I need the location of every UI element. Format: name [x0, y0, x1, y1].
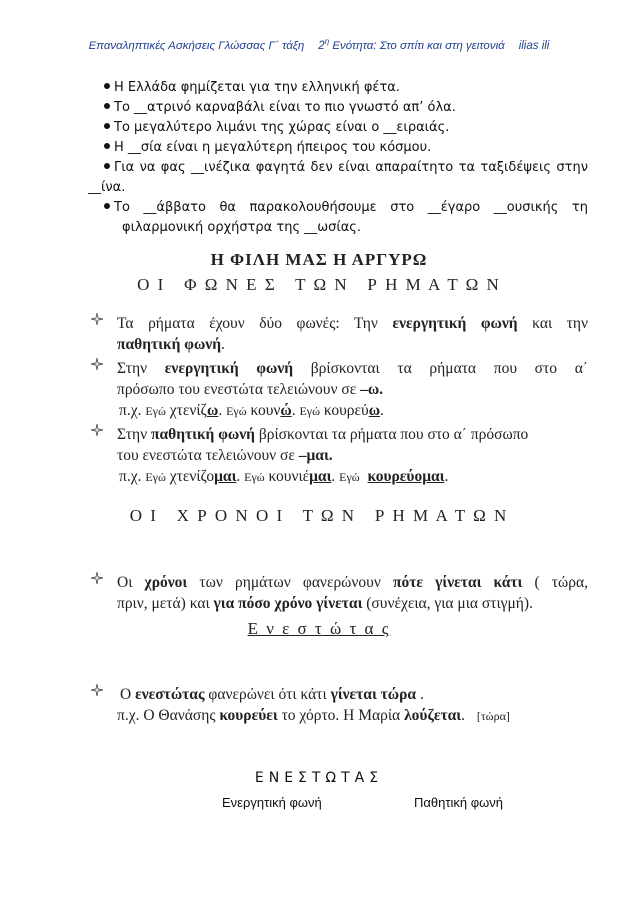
sparkle-bullet-icon	[91, 358, 103, 370]
active-voice-column-label: Ενεργητική φωνή	[222, 795, 322, 810]
voices-paragraph: Τα ρήματα έχουν δύο φωνές: Την ενεργητική φωνή και την παθητική φωνή.	[117, 313, 588, 355]
sparkle-bullet-icon	[91, 424, 103, 436]
exercise-item: Για να φας __ινέζικα φαγητά δεν είναι απαραίτητο τα ταξιδέψεις στην	[104, 160, 588, 176]
passive-voice-column-label: Παθητική φωνή	[414, 795, 504, 810]
header-unit: $2^\eta$ Ενότητα: Στο σπίτι και στη γειτονιά	[318, 37, 505, 52]
exercise-item-continuation: __ίνα.	[88, 180, 126, 195]
exercise-item-continuation: φιλαρμονική ορχήστρα της __ωσίας.	[122, 220, 362, 235]
sparkle-bullet-icon	[91, 313, 103, 325]
tenses-paragraph: Οι χρόνοι των ρημάτων φανερώνουν πότε γίνεται κάτι ( τώρα, πριν, μετά) και για πόσο χρόνο γίνεται (συνέχεια, για μια στιγμή).	[117, 572, 588, 614]
table-heading: ΕΝΕΣΤΩΤΑΣ	[254, 770, 384, 786]
exercise-item: Το __άββατο θα παρακολουθήσουμε στο __έγαρο __ουσικής τη	[104, 200, 588, 216]
header-title: Επαναληπτικές Ασκήσεις Γλώσσας Γ΄ τάξη	[88, 39, 305, 52]
exercise-item: Η Ελλάδα φημίζεται για την ελληνική φέτα.	[104, 80, 400, 96]
present-paragraph: Ο ενεστώτας φανερώνει ότι κάτι γίνεται τώρα . π.χ. Ο Θανάσης κουρεύει το χόρτο. Η Μαρία λούζεται. [τώρα]	[117, 684, 588, 727]
header-author: ilias ili	[518, 39, 550, 52]
exercise-item: Η __σία είναι η μεγαλύτερη ήπειρος του κόσμου.	[104, 140, 431, 156]
section-title: Η ΦΙΛΗ ΜΑΣ Η ΑΡΓΥΡΩ	[210, 250, 428, 269]
tenses-heading: Ο Ι Χ Ρ Ο Ν Ο Ι Τ Ω Ν Ρ Η Μ Α Τ Ω Ν	[129, 506, 509, 525]
active-voice-paragraph: Στην ενεργητική φωνή βρίσκονται τα ρήματα που στο α΄ πρόσωπο του ενεστώτα τελειώνουν σε –ω. π.χ. Εγώ χτενίζω. Εγώ κουνώ. Εγώ κουρεύω.	[117, 358, 588, 422]
passive-voice-paragraph: Στην παθητική φωνή βρίσκονται τα ρήματα που στο α΄ πρόσωπο του ενεστώτα τελειώνουν σε –μαι. π.χ. Εγώ χτενίζομαι. Εγώ κουνιέμαι. Εγώ κουρεύομαι.	[117, 424, 588, 488]
present-subheading: Ε ν ε σ τ ώ τ α ς	[247, 619, 391, 638]
sparkle-bullet-icon	[91, 572, 103, 584]
page-header	[0, 37, 638, 52]
section-subtitle: Ο Ι Φ Ω Ν Ε Σ Τ Ω Ν Ρ Η Μ Α Τ Ω Ν	[137, 275, 501, 294]
exercise-item: Το __ατρινό καρναβάλι είναι το πιο γνωστό απ’ όλα.	[104, 100, 456, 116]
sparkle-bullet-icon	[91, 684, 103, 696]
exercise-item: Το μεγαλύτερο λιμάνι της χώρας είναι ο __ειραιάς.	[104, 120, 449, 136]
